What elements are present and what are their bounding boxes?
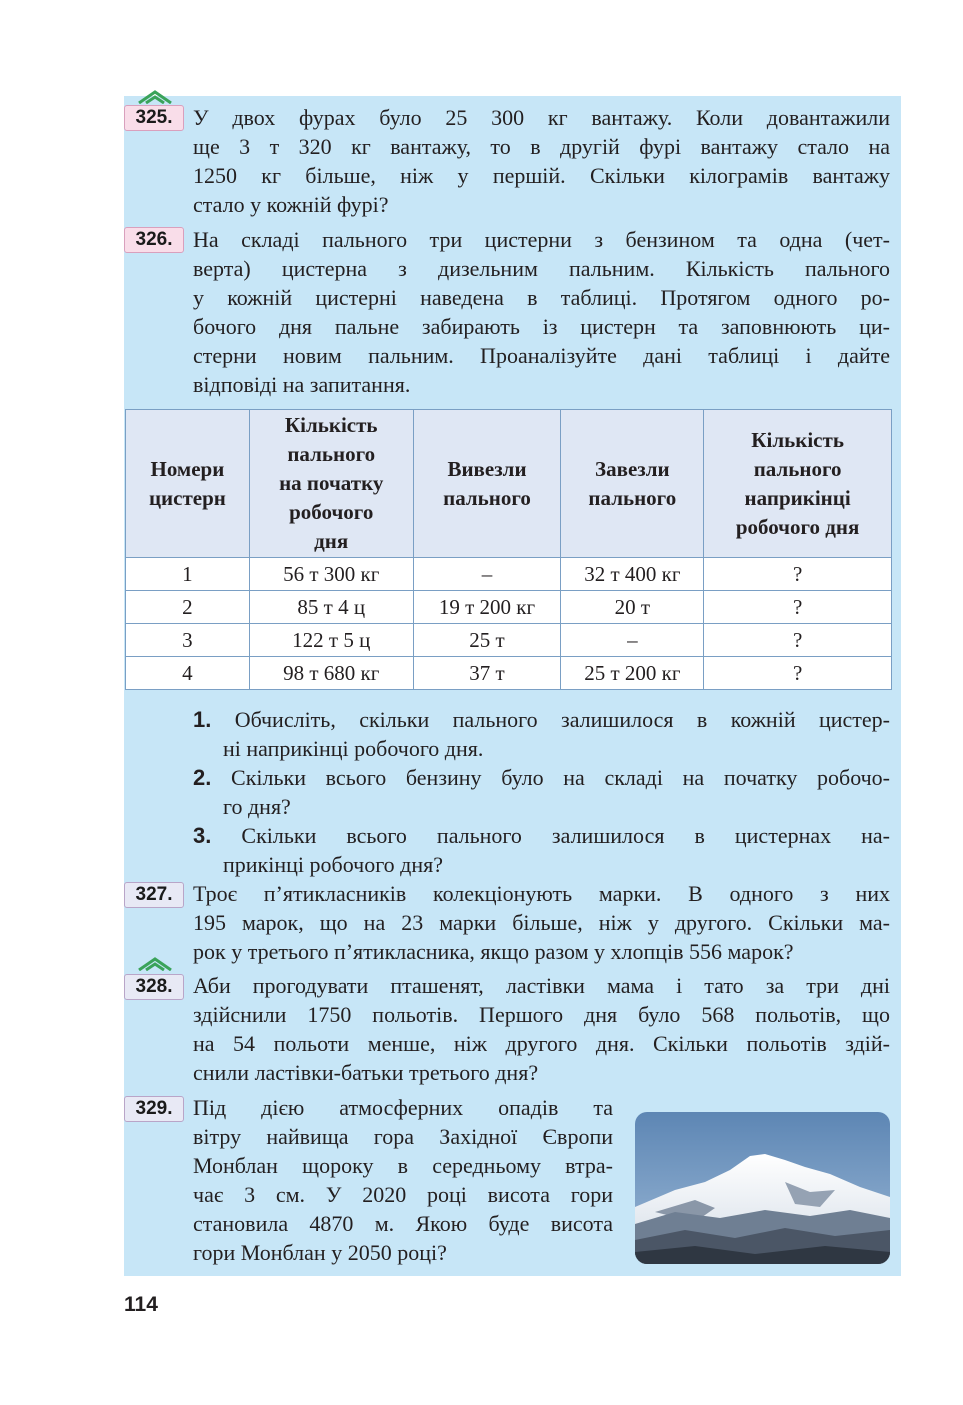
text-line: здійснили 1750 польотів. Першого дня було 568 польотів, що [193,1002,890,1027]
table-cell: 32 т 400 кг [561,558,704,591]
problem-text [193,103,890,219]
text-line: 1250 кг більше, ніж у першій. Скільки кілограмів вантажу [193,163,890,188]
header-delivered: Завезли пального [561,410,704,558]
text-line: 195 марок, що на 23 марки більше, ніж у другого. Скільки ма- [193,910,890,935]
table-row [126,591,892,624]
problem-number: 327. [124,882,184,908]
text-line: у кожній цистерні наведена в таблиці. Протягом одного ро- [193,285,890,310]
table-cell: 3 [126,624,250,657]
text-line: на 54 польоти менше, ніж другого дня. Скільки польотів здій- [193,1031,890,1056]
table-cell: – [413,558,561,591]
table-cell: ? [704,558,892,591]
page-number: 114 [124,1293,158,1316]
table-cell: ? [704,591,892,624]
table-cell: 85 т 4 ц [249,591,413,624]
problem-number: 329. [124,1096,184,1122]
question-number: 2. [193,765,212,790]
problem-text [193,879,890,966]
header-fuel-at-start: Кількість пального на початку робочого дня [249,410,413,558]
problem-number: 326. [124,227,184,253]
problem-text [193,1093,613,1267]
mont-blanc-photo [635,1112,890,1264]
text-line: рок у третього п’ятикласника, якщо разом у хлопців 556 марок? [193,939,794,964]
table-cell: ? [704,624,892,657]
table-cell: 4 [126,657,250,690]
table-cell: 98 т 680 кг [249,657,413,690]
text-line: ще 3 т 320 кг вантажу, то в другій фурі вантажу стало на [193,134,890,159]
problem-number: 325. [124,105,184,131]
table-cell: 25 т [413,624,561,657]
question-list [193,705,890,879]
question-number: 1. [193,707,212,732]
text-line: Монблан щороку в середньому втра- [193,1153,613,1178]
table-row [126,558,892,591]
home-task-icon [137,90,173,104]
problem-text [193,225,890,399]
text-line: становила 4870 м. Якою буде висота [193,1211,613,1236]
table-cell: ? [704,657,892,690]
text-line: снили ластівки-батьки третього дня? [193,1060,539,1085]
text-line: бочого дня пальне забирають із цистерн та заповнюють ци- [193,314,890,339]
table-row [126,624,892,657]
table-cell: 122 т 5 ц [249,624,413,657]
header-fuel-at-end: Кількість пального наприкінці робочого дня [704,410,892,558]
text-line: гори Монблан у 2050 році? [193,1240,447,1265]
text-line: Троє п’ятикласників колекціонують марки. В одного з них [193,881,890,906]
table-cell: 1 [126,558,250,591]
text-line: На складі пального три цистерни з бензином та одна (чет- [193,227,890,252]
text-line: стерни новим пальним. Проаналізуйте дані таблиці і дайте [193,343,890,368]
table-cell: 2 [126,591,250,624]
question-line: 2. Скільки всього бензину було на складі на початку робочо- [193,765,891,790]
problem-text [193,971,890,1087]
table-cell: 19 т 200 кг [413,591,561,624]
question-line: го дня? [223,794,291,819]
text-line: чає 3 см. У 2020 році висота гори [193,1182,613,1207]
text-line: Під дією атмосферних опадів та [193,1095,613,1120]
table-row [126,657,892,690]
home-task-icon [137,957,173,971]
text-line: відповіді на запитання. [193,372,411,397]
text-line: вітру найвища гора Західної Європи [193,1124,613,1149]
table-cell: 25 т 200 кг [561,657,704,690]
header-removed: Вивезли пального [413,410,561,558]
question-number: 3. [193,823,212,848]
table-cell: 20 т [561,591,704,624]
problem-number: 328. [124,974,184,1000]
table-cell: 37 т [413,657,561,690]
text-line: Аби прогодувати пташенят, ластівки мама і тато за три дні [193,973,890,998]
text-line: стало у кожній фурі? [193,192,389,217]
table-cell: – [561,624,704,657]
question-line: прикінці робочого дня? [223,852,444,877]
question-line: ні наприкінці робочого дня. [223,736,484,761]
text-line: У двох фурах було 25 300 кг вантажу. Коли довантажили [193,105,890,130]
text-line: верта) цистерна з дизельним пальним. Кількість пального [193,256,890,281]
header-tank-numbers: Номери цистерн [126,410,250,558]
question-line: 1. Обчисліть, скільки пального залишилося в кожній цистер- [193,707,890,732]
table-header-row [126,410,892,558]
fuel-table [125,409,892,690]
question-line: 3. Скільки всього пального залишилося в цистернах на- [193,823,891,848]
table-cell: 56 т 300 кг [249,558,413,591]
